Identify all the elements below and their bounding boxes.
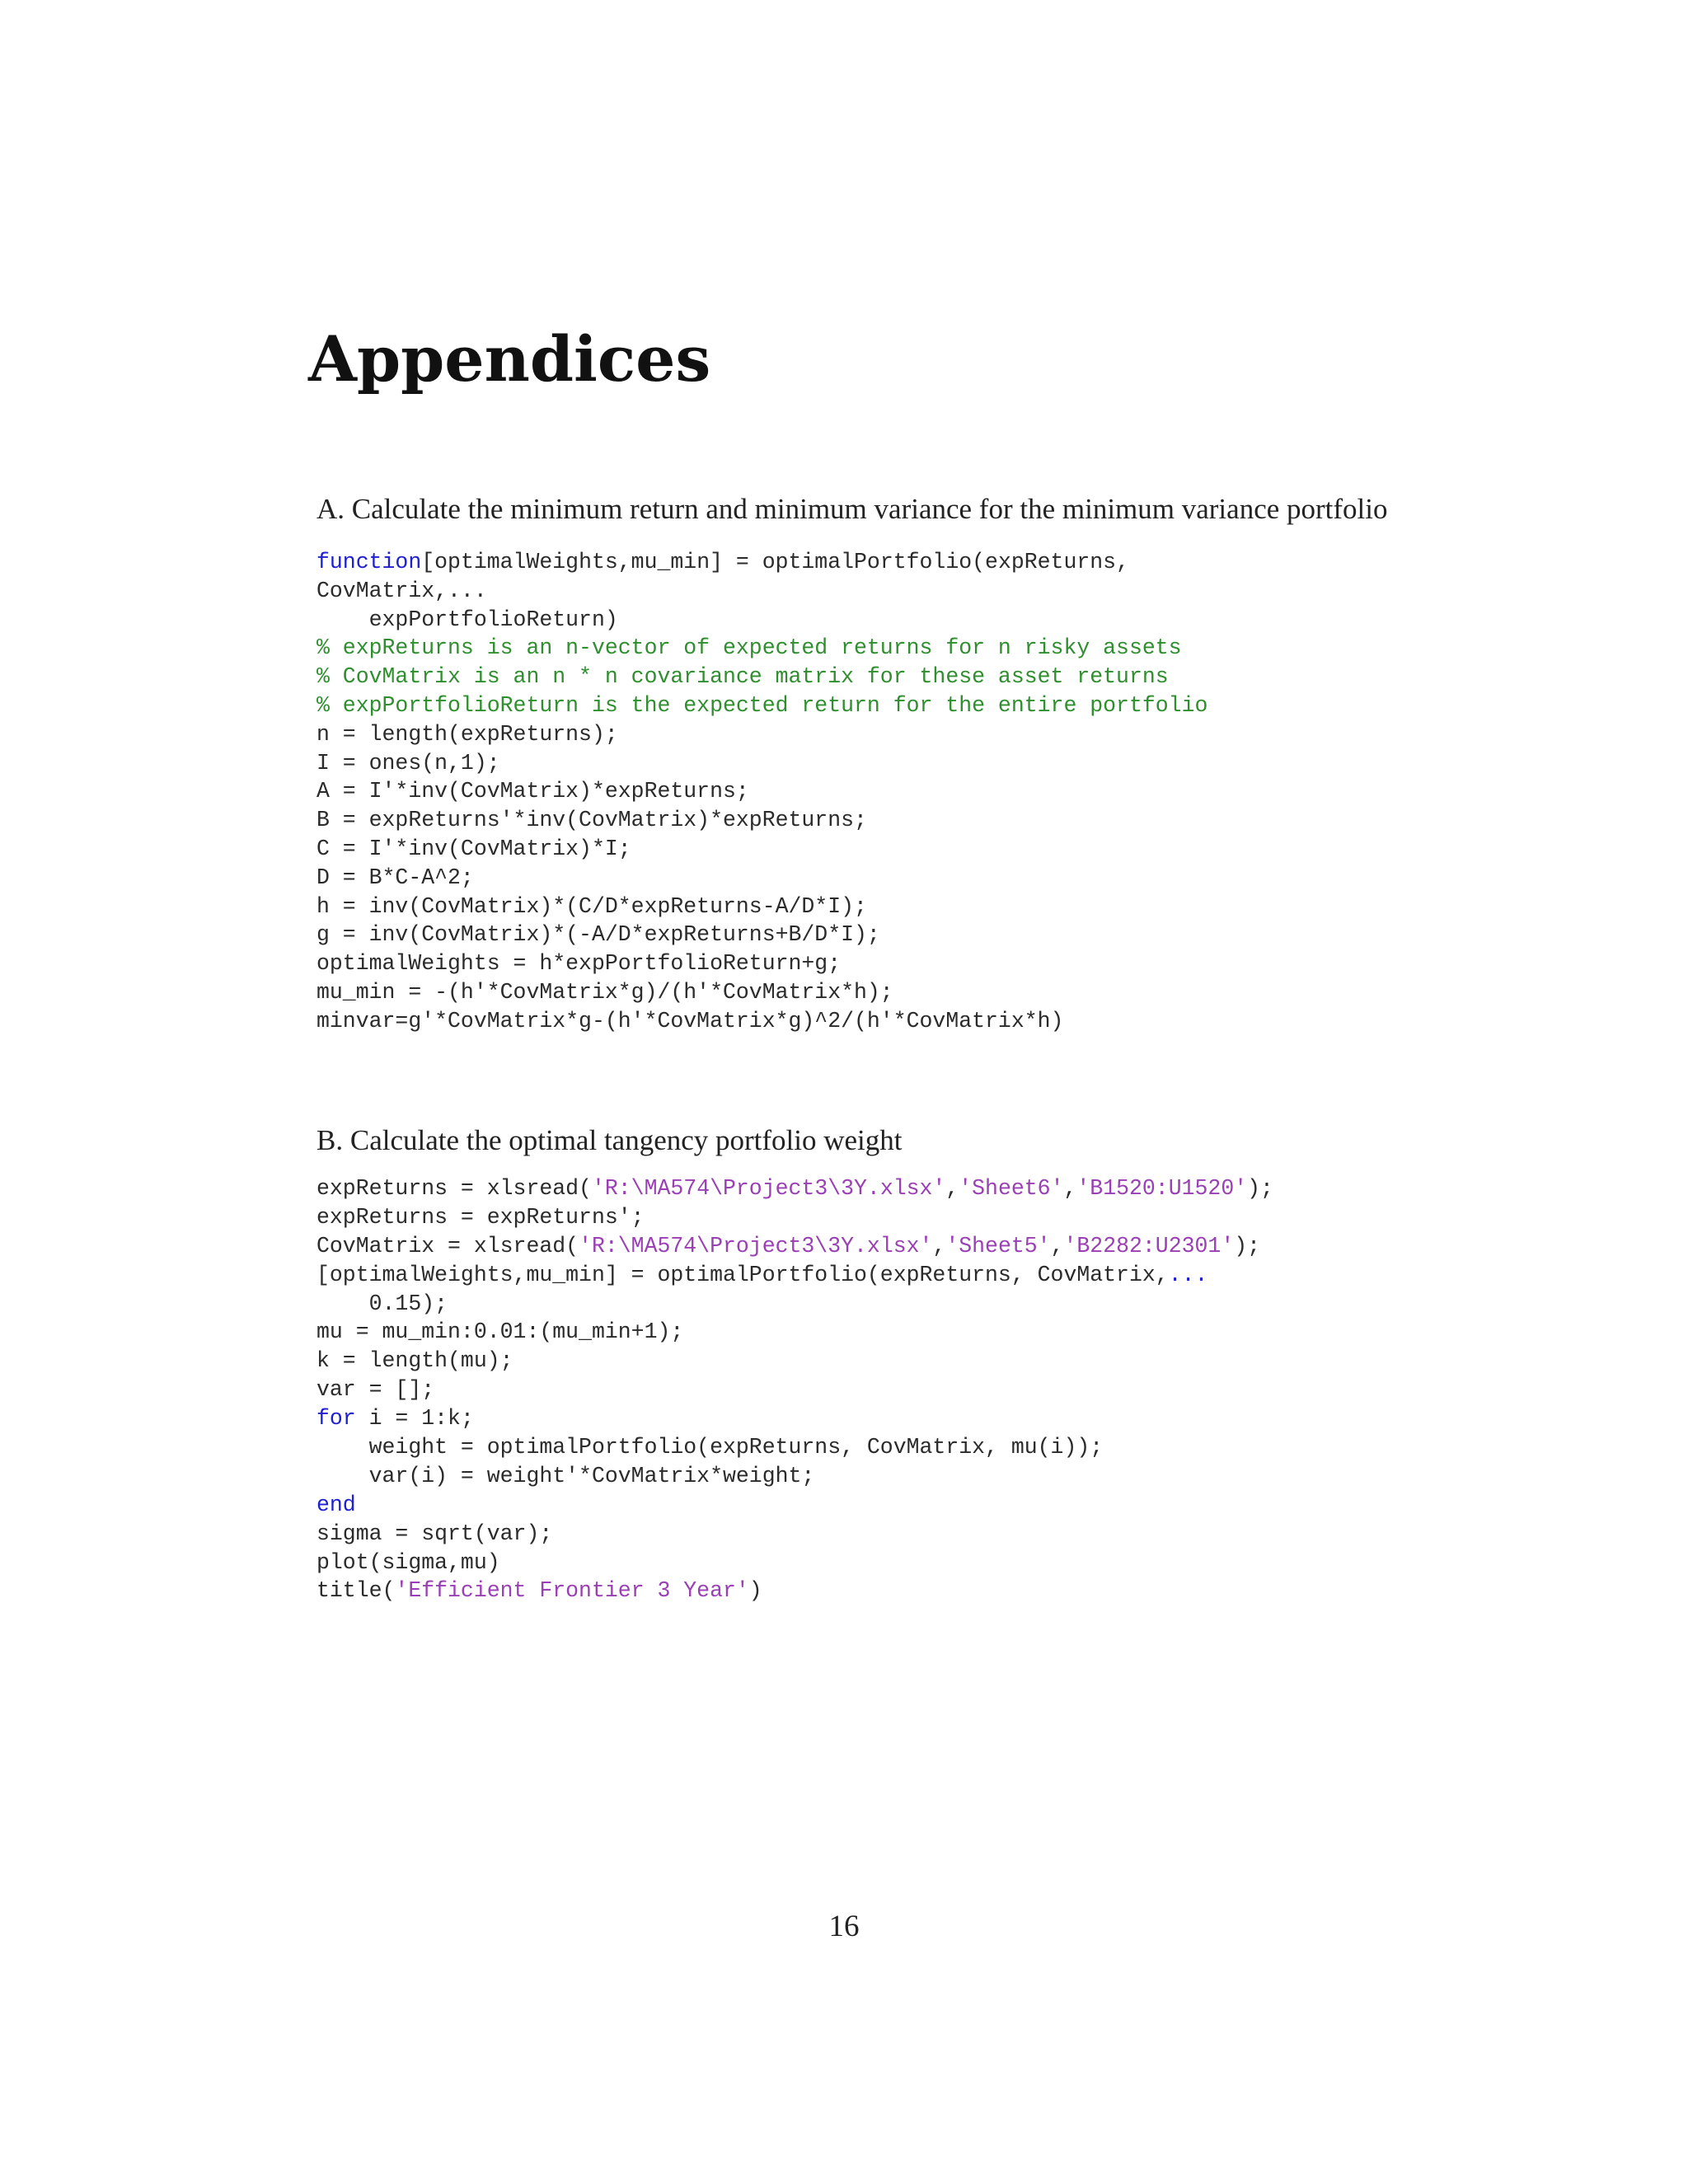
code-line [316,1433,1454,1462]
code-line [316,835,1454,864]
code-text: D = B*C-A^2; [316,865,474,890]
code-comment: % expReturns is an n-vector of expected returns for n risky assets [316,635,1182,661]
code-line [316,893,1454,921]
code-line [316,577,1454,606]
code-string: 'R:\MA574\Project3\3Y.xlsx' [579,1233,933,1258]
code-line [316,720,1454,749]
code-text: title( [316,1578,396,1604]
code-text: ) [748,1578,762,1604]
code-line [316,1491,1454,1520]
code-line [316,1290,1454,1319]
code-text: g = inv(CovMatrix)*(-A/D*expReturns+B/D*I); [316,922,880,948]
code-text: [optimalWeights,mu_min] = optimalPortfolio(expReturns, [421,550,1129,574]
code-string: 'Sheet5' [945,1233,1051,1258]
code-keyword: ... [1168,1262,1208,1287]
code-string: 'Sheet6' [959,1176,1064,1201]
code-keyword: function [316,550,422,574]
code-text: minvar=g'*CovMatrix*g-(h'*CovMatrix*g)^2/(h'*CovMatrix*h) [316,1008,1064,1033]
code-line [316,1261,1454,1290]
code-string: 'R:\MA574\Project3\3Y.xlsx' [591,1176,946,1201]
code-line [316,1404,1454,1433]
code-text: sigma = sqrt(var); [316,1521,553,1546]
code-line [316,1549,1454,1577]
code-line [316,1232,1454,1261]
code-text: CovMatrix = xlsread( [316,1233,579,1258]
code-text: expReturns = expReturns'; [316,1204,645,1230]
code-text: expReturns = xlsread( [316,1176,592,1201]
code-line [316,1174,1454,1203]
code-text: CovMatrix,... [316,578,487,603]
code-text: k = length(mu); [316,1348,513,1374]
code-text: , [945,1176,959,1201]
code-line [316,634,1454,663]
code-text: C = I'*inv(CovMatrix)*I; [316,836,631,861]
code-line [316,1577,1454,1605]
code-line [316,1318,1454,1347]
code-text: 0.15); [316,1291,448,1316]
code-line [316,548,1454,577]
code-text: var(i) = weight'*CovMatrix*weight; [316,1463,815,1488]
code-text: , [1063,1176,1077,1201]
code-line [316,1376,1454,1404]
code-line [316,978,1454,1007]
section-a-title: A. Calculate the minimum return and minimum variance for the minimum variance portfolio [316,493,1388,525]
code-line [316,1203,1454,1232]
code-line [316,663,1454,691]
code-line [316,691,1454,720]
section-b-title: B. Calculate the optimal tangency portfolio weight [316,1124,903,1156]
code-text: , [1050,1233,1064,1258]
code-line [316,949,1454,978]
code-text: mu = mu_min:0.01:(mu_min+1); [316,1319,684,1345]
code-text: I = ones(n,1); [316,750,500,776]
code-line [316,864,1454,893]
code-line [316,749,1454,778]
code-line [316,1520,1454,1549]
code-line [316,1462,1454,1491]
code-comment: % CovMatrix is an n * n covariance matrix for these asset returns [316,664,1169,690]
code-string: 'B2282:U2301' [1063,1233,1235,1258]
code-text: optimalWeights = h*expPortfolioReturn+g; [316,951,842,977]
code-line [316,806,1454,835]
code-text: , [932,1233,946,1258]
code-listing-a [316,548,1454,1036]
code-keyword: for [316,1406,356,1432]
code-text: weight = optimalPortfolio(expReturns, CovMatrix, mu(i)); [316,1435,1104,1460]
code-listing-b [316,1174,1454,1605]
code-text: var = []; [316,1377,435,1403]
code-string: 'B1520:U1520' [1076,1176,1248,1201]
code-text: B = expReturns'*inv(CovMatrix)*expReturns; [316,808,867,833]
page-number: 16 [828,1910,860,1943]
code-text: ); [1234,1233,1261,1258]
code-text: [optimalWeights,mu_min] = optimalPortfolio(expReturns, CovMatrix, [316,1262,1169,1287]
code-keyword: end [316,1492,356,1517]
code-comment: % expPortfolioReturn is the expected return for the entire portfolio [316,692,1208,718]
code-line [316,1007,1454,1036]
code-line [316,606,1454,635]
code-text: plot(sigma,mu) [316,1549,500,1575]
code-text: ); [1247,1176,1273,1201]
code-text: i = 1:k; [355,1406,474,1432]
code-string: 'Efficient Frontier 3 Year' [395,1578,749,1604]
code-line [316,921,1454,949]
code-text: expPortfolioReturn) [316,607,618,632]
code-text: n = length(expReturns); [316,721,618,747]
code-text: h = inv(CovMatrix)*(C/D*expReturns-A/D*I); [316,893,867,919]
code-line [316,1347,1454,1376]
code-line [316,777,1454,806]
page-heading: Appendices [308,322,711,396]
code-text: A = I'*inv(CovMatrix)*expReturns; [316,779,749,804]
code-text: mu_min = -(h'*CovMatrix*g)/(h'*CovMatrix*h); [316,979,893,1005]
